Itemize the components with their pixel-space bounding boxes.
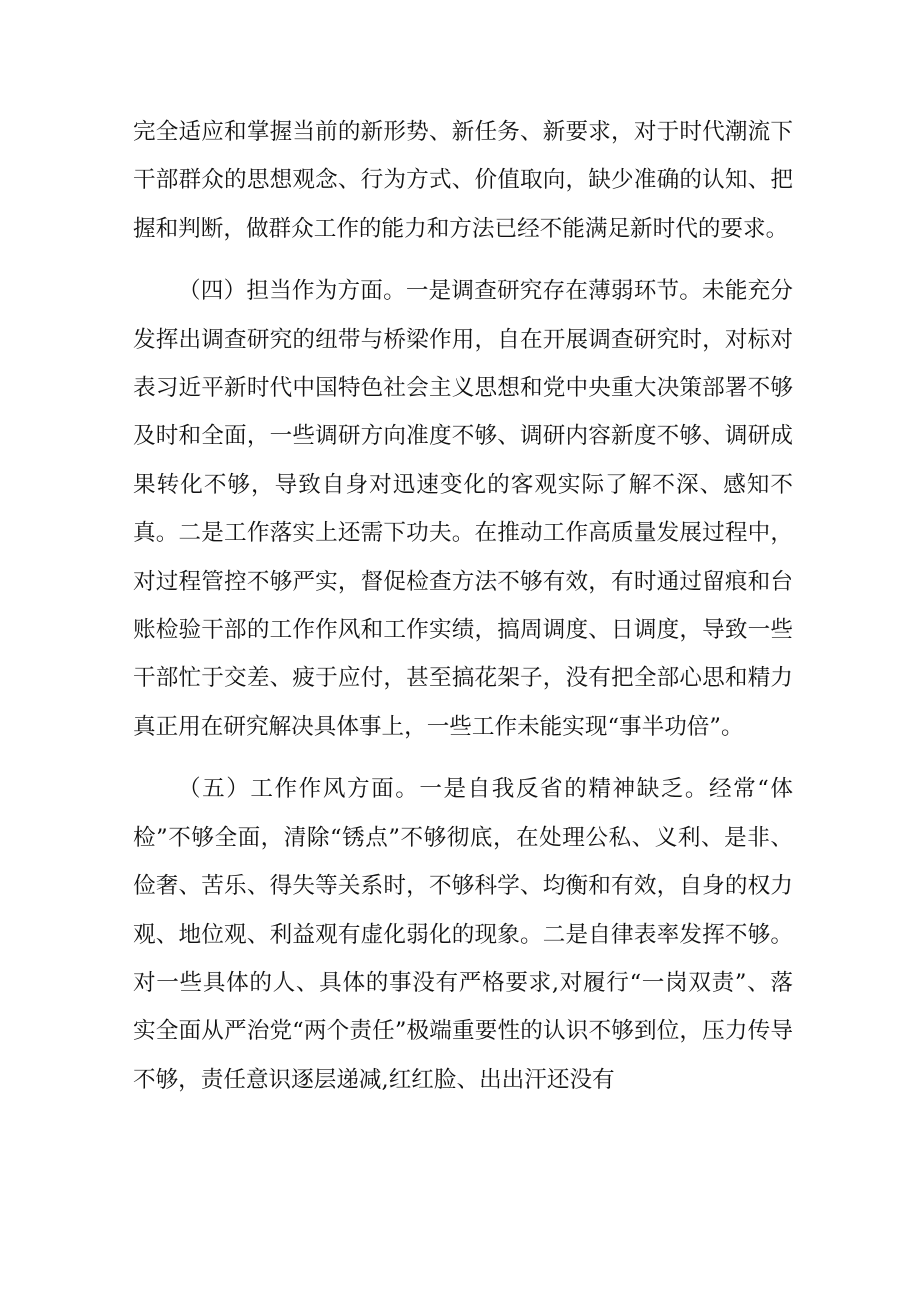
document-body [133, 108, 793, 1104]
paragraph-continuation: 完全适应和掌握当前的新形势、新任务、新要求，对于时代潮流下干部群众的思想观念、行为方式、价值取向，缺少准确的认知、把握和判断，做群众工作的能力和方法已经不能满足新时代的要求。 [133, 119, 793, 242]
paragraph-section-four: （四）担当作为方面。一是调查研究存在薄弱环节。未能充分发挥出调查研究的纽带与桥梁作用，自在开展调查研究时，对标对表习近平新时代中国特色社会主义思想和党中央重大决策部署不够及时和全面，一些调研方向准度不够、调研内容新度不够、调研成果转化不够，导致自身对迅速变化的客观实际了解不深、感知不真。二是工作落实上还需下功夫。在推动工作高质量发展过程中，对过程管控不够严实，督促检查方法不够有效，有时通过留痕和台账检验干部的工作作风和工作实绩，搞周调度、日调度，导致一些干部忙于交差、疲于应付，甚至搞花架子，没有把全部心思和精力真正用在研究解决具体事上，一些工作未能实现“事半功倍”。 [133, 278, 793, 740]
paragraph-section-five: （五）工作作风方面。一是自我反省的精神缺乏。经常“体检”不够全面，清除“锈点”不够彻底，在处理公私、义利、是非、俭奢、苦乐、得失等关系时，不够科学、均衡和有效，自身的权力观、地位观、利益观有虚化弱化的现象。二是自律表率发挥不够。对一些具体的人、具体的事没有严格要求,对履行“一岗双责”、落实全面从严治党“两个责任”极端重要性的认识不够到位，压力传导不够，责任意识逐层递减,红红脸、出出汗还没有 [133, 776, 793, 1093]
